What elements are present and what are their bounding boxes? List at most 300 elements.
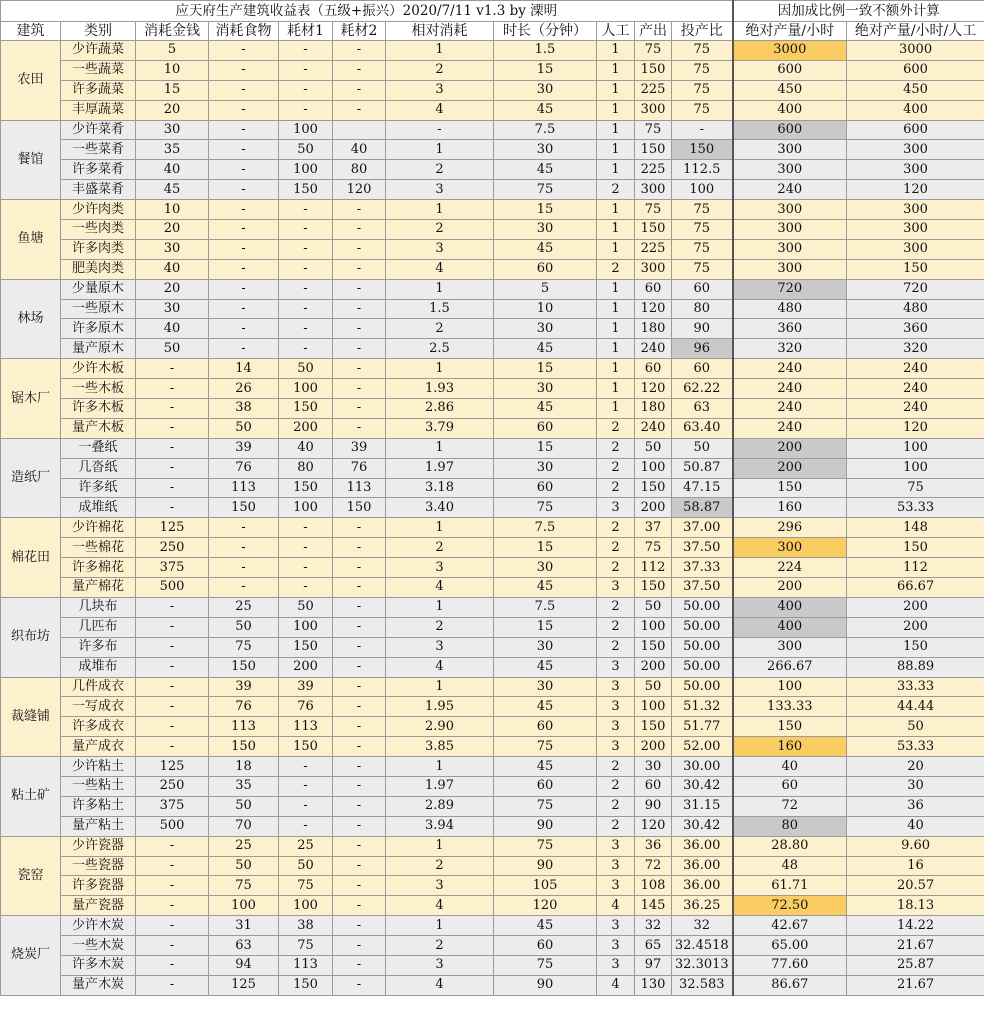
data-cell[interactable]: -	[209, 239, 279, 259]
data-cell[interactable]: 50.00	[672, 617, 733, 637]
data-cell[interactable]: 40	[733, 757, 847, 777]
data-cell[interactable]: 36.00	[672, 836, 733, 856]
data-cell[interactable]: 145	[635, 896, 672, 916]
data-cell[interactable]: 60	[494, 717, 597, 737]
data-cell[interactable]: -	[279, 299, 333, 319]
data-cell[interactable]: 3	[597, 578, 635, 598]
data-cell[interactable]: 75	[672, 259, 733, 279]
data-cell[interactable]: -	[333, 737, 386, 757]
category-cell[interactable]: 少许菜肴	[61, 120, 136, 140]
data-cell[interactable]: 94	[209, 955, 279, 975]
data-cell[interactable]: -	[209, 279, 279, 299]
data-cell[interactable]: 400	[733, 617, 847, 637]
data-cell[interactable]: 30	[136, 239, 209, 259]
column-header[interactable]: 耗材1	[279, 22, 333, 41]
data-cell[interactable]: 18	[209, 757, 279, 777]
category-cell[interactable]: 几件成衣	[61, 677, 136, 697]
data-cell[interactable]: 108	[635, 876, 672, 896]
category-cell[interactable]: 量产木炭	[61, 975, 136, 995]
data-cell[interactable]: 66.67	[847, 578, 984, 598]
category-cell[interactable]: 一些木炭	[61, 936, 136, 956]
data-cell[interactable]: 100	[847, 438, 984, 458]
data-cell[interactable]: 1	[386, 757, 494, 777]
data-cell[interactable]: 4	[597, 896, 635, 916]
data-cell[interactable]: 200	[733, 458, 847, 478]
data-cell[interactable]: -	[209, 120, 279, 140]
data-cell[interactable]: 44.44	[847, 697, 984, 717]
data-cell[interactable]: 65	[635, 936, 672, 956]
data-cell[interactable]: 5	[494, 279, 597, 299]
category-cell[interactable]: 少许瓷器	[61, 836, 136, 856]
category-cell[interactable]: 少许棉花	[61, 518, 136, 538]
data-cell[interactable]: 36.25	[672, 896, 733, 916]
data-cell[interactable]: -	[333, 339, 386, 359]
data-cell[interactable]: 450	[847, 80, 984, 100]
data-cell[interactable]: 2	[597, 538, 635, 558]
data-cell[interactable]: 70	[209, 816, 279, 836]
data-cell[interactable]: -	[672, 120, 733, 140]
data-cell[interactable]: 1	[597, 200, 635, 220]
data-cell[interactable]: 600	[733, 60, 847, 80]
data-cell[interactable]: 60	[672, 359, 733, 379]
data-cell[interactable]: 125	[209, 975, 279, 995]
data-cell[interactable]: 4	[386, 100, 494, 120]
data-cell[interactable]: 45	[494, 697, 597, 717]
data-cell[interactable]: 1	[386, 518, 494, 538]
category-cell[interactable]: 许多木炭	[61, 955, 136, 975]
data-cell[interactable]: 120	[494, 896, 597, 916]
data-cell[interactable]: 31	[209, 916, 279, 936]
category-cell[interactable]: 许多木板	[61, 399, 136, 419]
data-cell[interactable]: 75	[279, 936, 333, 956]
column-header[interactable]: 绝对产量/小时/人工	[847, 22, 984, 41]
column-header[interactable]: 人工	[597, 22, 635, 41]
data-cell[interactable]: 75	[279, 876, 333, 896]
data-cell[interactable]: 2	[597, 796, 635, 816]
data-cell[interactable]: 90	[494, 816, 597, 836]
data-cell[interactable]: 3.94	[386, 816, 494, 836]
data-cell[interactable]: 7.5	[494, 518, 597, 538]
data-cell[interactable]: 32.583	[672, 975, 733, 995]
data-cell[interactable]: 150	[847, 637, 984, 657]
data-cell[interactable]: 150	[635, 717, 672, 737]
data-cell[interactable]: 3	[386, 558, 494, 578]
data-cell[interactable]: 3000	[733, 41, 847, 61]
data-cell[interactable]: -	[209, 200, 279, 220]
data-cell[interactable]: 2.89	[386, 796, 494, 816]
column-header[interactable]: 产出	[635, 22, 672, 41]
data-cell[interactable]: -	[136, 438, 209, 458]
data-cell[interactable]: 1	[597, 160, 635, 180]
data-cell[interactable]: -	[136, 617, 209, 637]
data-cell[interactable]: 37.33	[672, 558, 733, 578]
data-cell[interactable]: 51.77	[672, 717, 733, 737]
data-cell[interactable]: 75	[847, 478, 984, 498]
data-cell[interactable]: 90	[494, 856, 597, 876]
data-cell[interactable]: 50.00	[672, 677, 733, 697]
data-cell[interactable]: 75	[494, 796, 597, 816]
data-cell[interactable]: 30	[847, 776, 984, 796]
data-cell[interactable]: 1	[597, 140, 635, 160]
data-cell[interactable]: -	[209, 518, 279, 538]
data-cell[interactable]: 266.67	[733, 657, 847, 677]
category-cell[interactable]: 许多肉类	[61, 239, 136, 259]
building-cell[interactable]: 餐馆	[1, 120, 61, 200]
category-cell[interactable]: 许多成衣	[61, 717, 136, 737]
data-cell[interactable]: -	[333, 518, 386, 538]
data-cell[interactable]: 51.32	[672, 697, 733, 717]
data-cell[interactable]: 113	[279, 717, 333, 737]
data-cell[interactable]: 100	[635, 617, 672, 637]
data-cell[interactable]: 14	[209, 359, 279, 379]
data-cell[interactable]: 3	[386, 180, 494, 200]
data-cell[interactable]: 375	[136, 796, 209, 816]
data-cell[interactable]: 150	[279, 975, 333, 995]
data-cell[interactable]: 2	[386, 617, 494, 637]
data-cell[interactable]: 4	[386, 259, 494, 279]
data-cell[interactable]: 75	[209, 876, 279, 896]
data-cell[interactable]: -	[333, 975, 386, 995]
data-cell[interactable]: -	[209, 180, 279, 200]
data-cell[interactable]: 130	[635, 975, 672, 995]
data-cell[interactable]: 21.67	[847, 975, 984, 995]
data-cell[interactable]: 180	[635, 319, 672, 339]
data-cell[interactable]: -	[333, 697, 386, 717]
data-cell[interactable]: 7.5	[494, 597, 597, 617]
data-cell[interactable]: 296	[733, 518, 847, 538]
data-cell[interactable]: 200	[847, 597, 984, 617]
data-cell[interactable]: -	[209, 100, 279, 120]
data-cell[interactable]: 150	[635, 220, 672, 240]
data-cell[interactable]: 30	[136, 120, 209, 140]
data-cell[interactable]: 2.86	[386, 399, 494, 419]
data-cell[interactable]: -	[279, 279, 333, 299]
data-cell[interactable]: 90	[635, 796, 672, 816]
data-cell[interactable]: 45	[494, 239, 597, 259]
data-cell[interactable]: 39	[333, 438, 386, 458]
data-cell[interactable]: -	[279, 776, 333, 796]
category-cell[interactable]: 几沓纸	[61, 458, 136, 478]
data-cell[interactable]: 16	[847, 856, 984, 876]
data-cell[interactable]: 50	[209, 617, 279, 637]
data-cell[interactable]: 2	[597, 518, 635, 538]
data-cell[interactable]: 150	[635, 478, 672, 498]
data-cell[interactable]: 75	[672, 220, 733, 240]
data-cell[interactable]: 250	[136, 776, 209, 796]
data-cell[interactable]: 1.97	[386, 776, 494, 796]
data-cell[interactable]: -	[209, 259, 279, 279]
data-cell[interactable]: 37.00	[672, 518, 733, 538]
category-cell[interactable]: 丰厚蔬菜	[61, 100, 136, 120]
data-cell[interactable]: 50.00	[672, 637, 733, 657]
data-cell[interactable]: 1	[386, 916, 494, 936]
data-cell[interactable]: 120	[635, 816, 672, 836]
data-cell[interactable]: -	[136, 697, 209, 717]
data-cell[interactable]: 72	[635, 856, 672, 876]
data-cell[interactable]: 240	[635, 339, 672, 359]
building-cell[interactable]: 瓷窑	[1, 836, 61, 916]
data-cell[interactable]: 50	[209, 796, 279, 816]
sheet-title[interactable]: 应天府生产建筑收益表（五级+振兴）2020/7/11 v1.3 by 溧明	[1, 1, 733, 22]
data-cell[interactable]: 300	[733, 140, 847, 160]
data-cell[interactable]: 40	[136, 259, 209, 279]
data-cell[interactable]: 39	[209, 677, 279, 697]
category-cell[interactable]: 一叠纸	[61, 438, 136, 458]
data-cell[interactable]: 150	[333, 498, 386, 518]
category-cell[interactable]: 许多菜肴	[61, 160, 136, 180]
data-cell[interactable]: 2	[386, 319, 494, 339]
category-cell[interactable]: 许多纸	[61, 478, 136, 498]
category-cell[interactable]: 少许粘土	[61, 757, 136, 777]
data-cell[interactable]: 15	[494, 359, 597, 379]
data-cell[interactable]: -	[279, 220, 333, 240]
data-cell[interactable]: -	[279, 100, 333, 120]
data-cell[interactable]: 400	[847, 100, 984, 120]
data-cell[interactable]: 5	[136, 41, 209, 61]
data-cell[interactable]: -	[333, 239, 386, 259]
data-cell[interactable]: -	[279, 319, 333, 339]
data-cell[interactable]: 148	[847, 518, 984, 538]
data-cell[interactable]: 150	[209, 498, 279, 518]
building-cell[interactable]: 棉花田	[1, 518, 61, 598]
data-cell[interactable]: 3	[597, 936, 635, 956]
data-cell[interactable]: 61.71	[733, 876, 847, 896]
data-cell[interactable]: 300	[733, 220, 847, 240]
data-cell[interactable]: -	[333, 816, 386, 836]
data-cell[interactable]: 35	[136, 140, 209, 160]
data-cell[interactable]: 1	[597, 120, 635, 140]
data-cell[interactable]: -	[333, 637, 386, 657]
category-cell[interactable]: 少许木炭	[61, 916, 136, 936]
data-cell[interactable]: -	[333, 259, 386, 279]
data-cell[interactable]: 300	[847, 160, 984, 180]
data-cell[interactable]: 75	[635, 200, 672, 220]
data-cell[interactable]: 2	[597, 637, 635, 657]
data-cell[interactable]: -	[136, 458, 209, 478]
data-cell[interactable]: 3	[597, 955, 635, 975]
category-cell[interactable]: 量产粘土	[61, 816, 136, 836]
category-cell[interactable]: 少量原木	[61, 279, 136, 299]
data-cell[interactable]: 60	[494, 776, 597, 796]
data-cell[interactable]: 1.97	[386, 458, 494, 478]
data-cell[interactable]: 62.22	[672, 379, 733, 399]
data-cell[interactable]: 50	[136, 339, 209, 359]
data-cell[interactable]: 120	[333, 180, 386, 200]
data-cell[interactable]: 240	[733, 399, 847, 419]
data-cell[interactable]: -	[333, 379, 386, 399]
category-cell[interactable]: 少许肉类	[61, 200, 136, 220]
data-cell[interactable]: 60	[494, 936, 597, 956]
data-cell[interactable]: 1	[597, 100, 635, 120]
data-cell[interactable]: 300	[733, 637, 847, 657]
data-cell[interactable]: 160	[733, 737, 847, 757]
data-cell[interactable]: 2	[597, 478, 635, 498]
data-cell[interactable]: 600	[847, 120, 984, 140]
data-cell[interactable]: 250	[136, 538, 209, 558]
data-cell[interactable]: 37	[635, 518, 672, 538]
data-cell[interactable]: -	[333, 677, 386, 697]
data-cell[interactable]: 36.00	[672, 856, 733, 876]
data-cell[interactable]: 20	[847, 757, 984, 777]
data-cell[interactable]: 1	[597, 239, 635, 259]
data-cell[interactable]: 113	[209, 478, 279, 498]
data-cell[interactable]: 200	[279, 657, 333, 677]
data-cell[interactable]: 2	[597, 458, 635, 478]
data-cell[interactable]: 100	[635, 458, 672, 478]
category-cell[interactable]: 成堆纸	[61, 498, 136, 518]
column-header[interactable]: 消耗食物	[209, 22, 279, 41]
data-cell[interactable]: 38	[209, 399, 279, 419]
data-cell[interactable]: 120	[635, 299, 672, 319]
category-cell[interactable]: 一写成衣	[61, 697, 136, 717]
data-cell[interactable]: 45	[494, 916, 597, 936]
category-cell[interactable]: 肥美肉类	[61, 259, 136, 279]
data-cell[interactable]: -	[209, 319, 279, 339]
column-header[interactable]: 类别	[61, 22, 136, 41]
data-cell[interactable]: 58.87	[672, 498, 733, 518]
data-cell[interactable]: 300	[733, 538, 847, 558]
data-cell[interactable]: -	[333, 717, 386, 737]
data-cell[interactable]: -	[333, 279, 386, 299]
category-cell[interactable]: 一些肉类	[61, 220, 136, 240]
category-cell[interactable]: 一些粘土	[61, 776, 136, 796]
data-cell[interactable]: 30	[494, 677, 597, 697]
data-cell[interactable]: 60	[635, 776, 672, 796]
data-cell[interactable]: 32.4518	[672, 936, 733, 956]
data-cell[interactable]: 90	[672, 319, 733, 339]
data-cell[interactable]: 150	[279, 637, 333, 657]
data-cell[interactable]: -	[333, 41, 386, 61]
data-cell[interactable]: 63	[672, 399, 733, 419]
data-cell[interactable]: 7.5	[494, 120, 597, 140]
data-cell[interactable]: 20	[136, 220, 209, 240]
data-cell[interactable]: 50	[209, 856, 279, 876]
data-cell[interactable]: 2	[386, 160, 494, 180]
data-cell[interactable]: 3000	[847, 41, 984, 61]
data-cell[interactable]: 1	[597, 41, 635, 61]
data-cell[interactable]: 75	[635, 41, 672, 61]
data-cell[interactable]: 1	[597, 379, 635, 399]
data-cell[interactable]: 30.00	[672, 757, 733, 777]
category-cell[interactable]: 一些蔬菜	[61, 60, 136, 80]
data-cell[interactable]: 400	[733, 100, 847, 120]
data-cell[interactable]: -	[333, 319, 386, 339]
data-cell[interactable]: 25	[209, 836, 279, 856]
data-cell[interactable]: 48	[733, 856, 847, 876]
data-cell[interactable]: -	[333, 60, 386, 80]
data-cell[interactable]: -	[333, 955, 386, 975]
data-cell[interactable]: 240	[733, 359, 847, 379]
category-cell[interactable]: 许多蔬菜	[61, 80, 136, 100]
data-cell[interactable]: 200	[635, 737, 672, 757]
data-cell[interactable]: 25	[209, 597, 279, 617]
data-cell[interactable]: -	[136, 478, 209, 498]
data-cell[interactable]: -	[279, 200, 333, 220]
data-cell[interactable]: 72.50	[733, 896, 847, 916]
data-cell[interactable]: -	[333, 876, 386, 896]
data-cell[interactable]: 75	[209, 637, 279, 657]
data-cell[interactable]: 224	[733, 558, 847, 578]
data-cell[interactable]: 45	[494, 757, 597, 777]
data-cell[interactable]: -	[279, 578, 333, 598]
data-cell[interactable]: 150	[279, 180, 333, 200]
data-cell[interactable]: 30	[494, 637, 597, 657]
data-cell[interactable]: 75	[672, 239, 733, 259]
data-cell[interactable]: 240	[847, 359, 984, 379]
data-cell[interactable]: 150	[733, 478, 847, 498]
data-cell[interactable]: -	[333, 617, 386, 637]
data-cell[interactable]: 37.50	[672, 538, 733, 558]
data-cell[interactable]: 300	[733, 200, 847, 220]
data-cell[interactable]: 1	[597, 319, 635, 339]
data-cell[interactable]: 80	[333, 160, 386, 180]
data-cell[interactable]: 1.95	[386, 697, 494, 717]
data-cell[interactable]: 88.89	[847, 657, 984, 677]
data-cell[interactable]: -	[136, 737, 209, 757]
data-cell[interactable]: 2.90	[386, 717, 494, 737]
data-cell[interactable]: 1	[386, 200, 494, 220]
data-cell[interactable]: 76	[333, 458, 386, 478]
data-cell[interactable]: -	[209, 299, 279, 319]
data-cell[interactable]: -	[136, 896, 209, 916]
column-header[interactable]: 耗材2	[333, 22, 386, 41]
column-header[interactable]: 消耗金钱	[136, 22, 209, 41]
data-cell[interactable]: 100	[279, 896, 333, 916]
data-cell[interactable]: 10	[136, 200, 209, 220]
data-cell[interactable]: -	[209, 60, 279, 80]
data-cell[interactable]: 150	[209, 737, 279, 757]
data-cell[interactable]: 50	[635, 438, 672, 458]
data-cell[interactable]: 2	[597, 438, 635, 458]
data-cell[interactable]: 75	[494, 955, 597, 975]
data-cell[interactable]: 47.15	[672, 478, 733, 498]
column-header[interactable]: 时长（分钟）	[494, 22, 597, 41]
data-cell[interactable]: 40	[279, 438, 333, 458]
data-cell[interactable]: 97	[635, 955, 672, 975]
data-cell[interactable]: 375	[136, 558, 209, 578]
data-cell[interactable]: 2	[386, 936, 494, 956]
data-cell[interactable]: 1	[597, 220, 635, 240]
data-cell[interactable]: 720	[847, 279, 984, 299]
data-cell[interactable]: 33.33	[847, 677, 984, 697]
data-cell[interactable]: 1	[386, 597, 494, 617]
data-cell[interactable]: 1	[597, 80, 635, 100]
data-cell[interactable]: 720	[733, 279, 847, 299]
data-cell[interactable]: 500	[136, 578, 209, 598]
data-cell[interactable]: 20.57	[847, 876, 984, 896]
data-cell[interactable]: 3	[386, 80, 494, 100]
data-cell[interactable]: 2.5	[386, 339, 494, 359]
category-cell[interactable]: 许多原木	[61, 319, 136, 339]
data-cell[interactable]: 300	[847, 239, 984, 259]
data-cell[interactable]: 75	[635, 120, 672, 140]
data-cell[interactable]: -	[279, 558, 333, 578]
data-cell[interactable]: -	[136, 418, 209, 438]
data-cell[interactable]: 133.33	[733, 697, 847, 717]
data-cell[interactable]: 300	[847, 140, 984, 160]
data-cell[interactable]: 300	[847, 200, 984, 220]
data-cell[interactable]: 52.00	[672, 737, 733, 757]
data-cell[interactable]: -	[279, 60, 333, 80]
data-cell[interactable]: 150	[635, 140, 672, 160]
category-cell[interactable]: 几匹布	[61, 617, 136, 637]
data-cell[interactable]: 3.18	[386, 478, 494, 498]
column-header[interactable]: 建筑	[1, 22, 61, 41]
data-cell[interactable]: 160	[733, 498, 847, 518]
data-cell[interactable]: 60	[635, 359, 672, 379]
category-cell[interactable]: 量产棉花	[61, 578, 136, 598]
building-cell[interactable]: 织布坊	[1, 597, 61, 677]
